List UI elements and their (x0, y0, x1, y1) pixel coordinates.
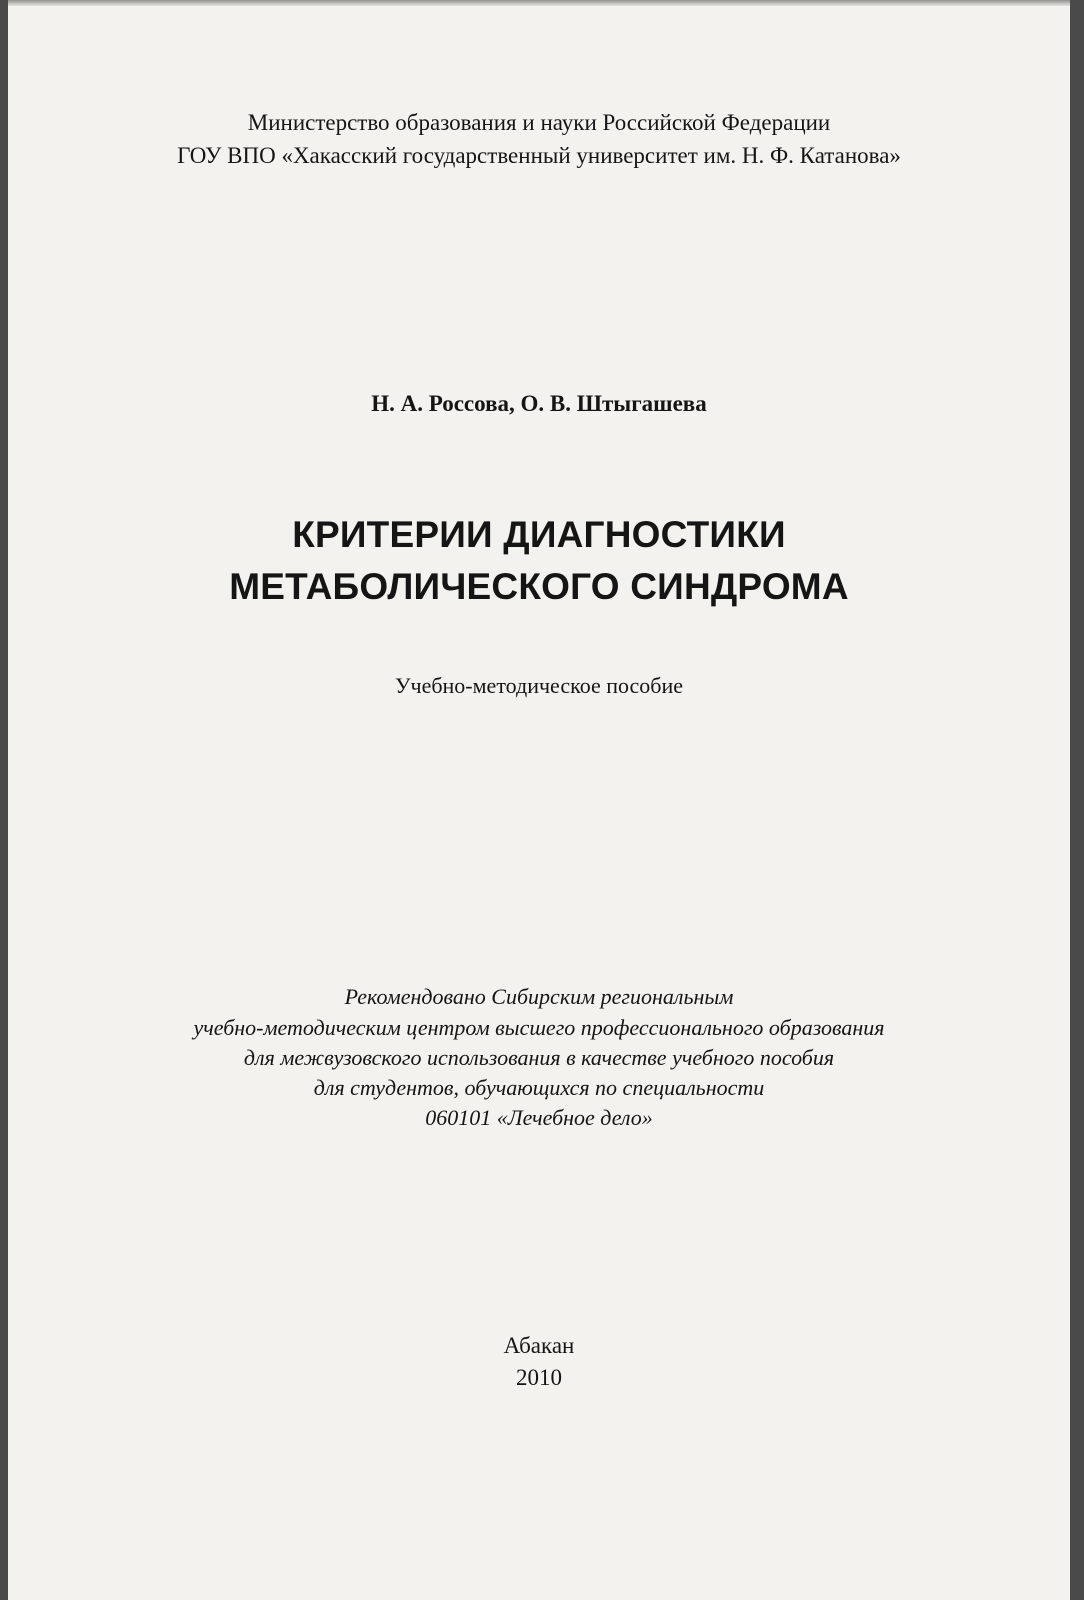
university-name: ГОУ ВПО «Хакасский государственный университет им. Н. Ф. Катанова» (177, 143, 901, 168)
book-title-line-2: МЕТАБОЛИЧЕСКОГО СИНДРОМА (229, 566, 849, 607)
recommendation-line-5: 060101 «Лечебное дело» (425, 1105, 653, 1130)
recommendation-line-3: для межвузовского использования в качестве учебного пособия (243, 1045, 835, 1070)
recommendation-line-2: учебно-методическим центром высшего профессионального образования (193, 1015, 885, 1040)
ministry-name: Министерство образования и науки Российской Федерации (247, 110, 831, 135)
authors: Н. А. Россова, О. В. Штыгашева (371, 391, 707, 416)
book-title-line-1: КРИТЕРИИ ДИАГНОСТИКИ (292, 514, 786, 555)
publication-city: Абакан (503, 1333, 575, 1358)
title-page (8, 0, 1070, 1600)
book-subtitle: Учебно-методическое пособие (394, 673, 684, 698)
publication-year: 2010 (516, 1365, 562, 1390)
page-top-edge (8, 0, 1070, 6)
recommendation-line-4: для студентов, обучающихся по специальности (313, 1075, 765, 1100)
recommendation-line-1: Рекомендовано Сибирским региональным (344, 984, 734, 1009)
